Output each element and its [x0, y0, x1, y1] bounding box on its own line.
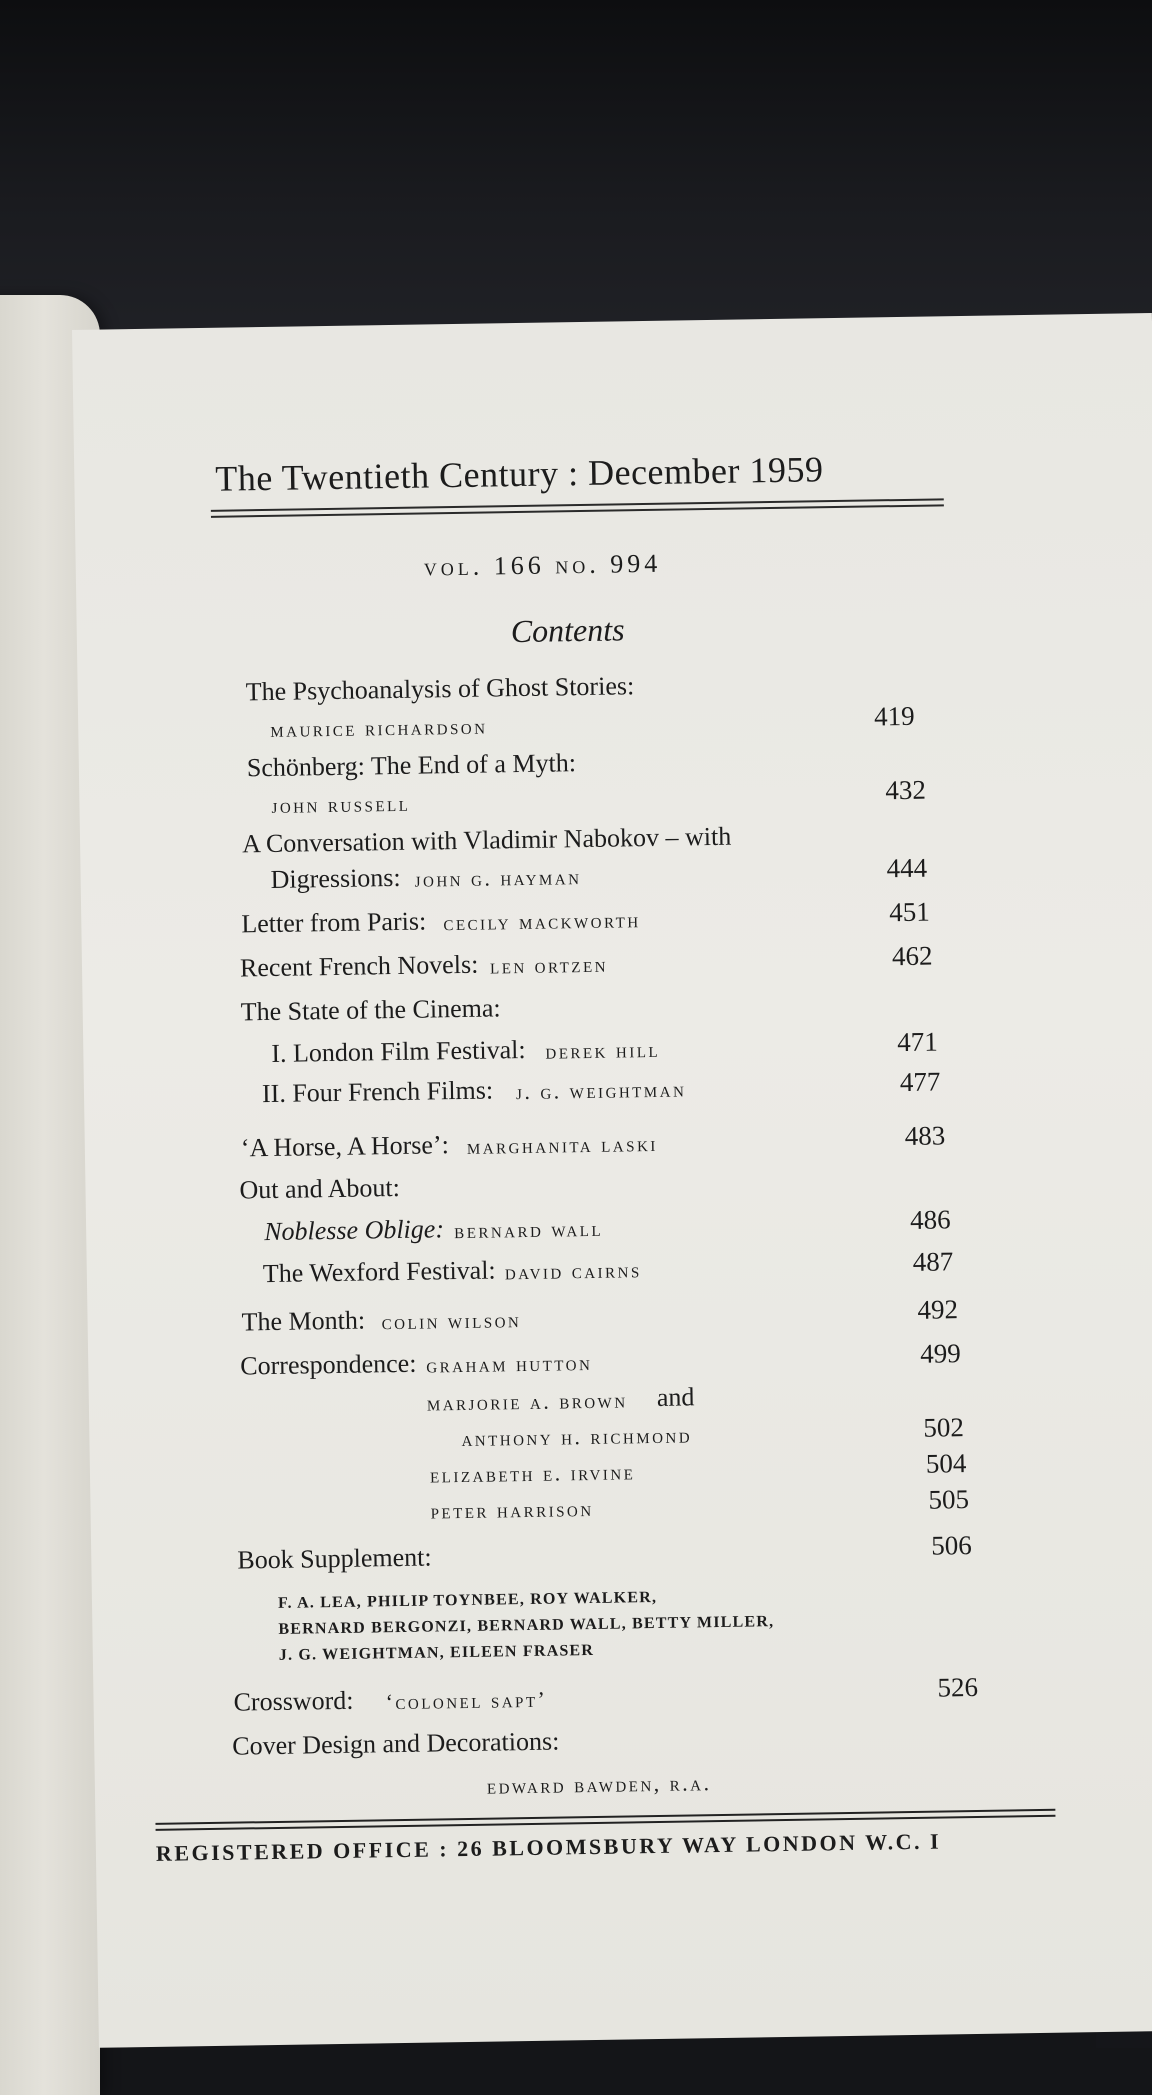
entry-page: 504	[925, 1448, 967, 1479]
entry-page: 502	[923, 1412, 965, 1443]
entry-page: 526	[937, 1671, 979, 1703]
entry-page: 492	[917, 1294, 959, 1325]
entry-author: maurice richardson	[270, 713, 488, 742]
entry-page: 471	[897, 1026, 939, 1058]
entry-author: cecily mackworth	[443, 907, 641, 936]
entry-title: Letter from Paris:	[241, 906, 427, 939]
entry-page: 432	[885, 774, 927, 806]
contents-page	[72, 313, 1152, 2048]
entry-author: john g. hayman	[414, 864, 582, 892]
entry-page: 477	[899, 1066, 941, 1098]
entry-author: graham hutton	[426, 1349, 593, 1378]
entry-author: edward bawden, r.a.	[486, 1770, 712, 1799]
entry-page: 505	[928, 1484, 970, 1515]
entry-title: Noblesse Oblige:	[263, 1214, 445, 1247]
section-heading: The State of the Cinema:	[240, 993, 501, 1027]
entry-title: The Psychoanalysis of Ghost Stories:	[245, 671, 635, 707]
entry-title: Correspondence:	[240, 1348, 417, 1381]
entry-title: The Wexford Festival:	[262, 1255, 496, 1289]
entry-author: bernard wall	[453, 1215, 604, 1244]
entry-page: 487	[912, 1246, 954, 1277]
entry-author: elizabeth e. irvine	[429, 1459, 636, 1488]
entry-page: 444	[886, 852, 928, 884]
entry-title: Crossword:	[233, 1685, 354, 1717]
entry-title-continued: Digressions:	[270, 862, 401, 894]
reviewer-line: F. A. LEA, PHILIP TOYNBEE, ROY WALKER,	[277, 1588, 658, 1612]
entry-title: Recent French Novels:	[239, 949, 479, 983]
entry-author: colin wilson	[381, 1307, 522, 1335]
masthead-rule-bottom	[211, 504, 944, 518]
entry-page: 486	[909, 1204, 951, 1235]
dark-background	[0, 0, 1152, 340]
entry-page: 483	[904, 1120, 946, 1152]
reviewer-line: BERNARD BERGONZI, BERNARD WALL, BETTY MILLER,	[278, 1613, 775, 1638]
entry-author: david cairns	[504, 1257, 642, 1285]
entry-author: anthony h. richmond	[461, 1422, 693, 1452]
section-heading: Out and About:	[239, 1172, 401, 1205]
reviewer-line: J. G. WEIGHTMAN, EILEEN FRASER	[278, 1641, 595, 1664]
entry-title: A Conversation with Vladimir Nabokov – with	[241, 821, 732, 859]
entry-title: Schönberg: The End of a Myth:	[246, 748, 577, 783]
entry-author: marjorie a. brown	[426, 1387, 628, 1416]
entry-title: Book Supplement:	[237, 1542, 432, 1575]
entry-title: The Month:	[241, 1305, 366, 1337]
entry-author: ‘colonel sapt’	[385, 1686, 548, 1715]
entry-author: j. g. weightman	[515, 1076, 687, 1105]
registered-office-footer: REGISTERED OFFICE : 26 BLOOMSBURY WAY LONDON W.C. I	[155, 1828, 942, 1866]
entry-page: 451	[889, 896, 930, 928]
entry-author: derek hill	[545, 1036, 661, 1064]
entry-title: I. London Film Festival:	[271, 1034, 526, 1068]
masthead-title: The Twentieth Century : December 1959	[215, 449, 824, 499]
contents-heading: Contents	[510, 611, 625, 650]
entry-author: john russell	[271, 790, 411, 818]
entry-joiner: and	[656, 1382, 695, 1412]
entry-page: 499	[919, 1338, 961, 1369]
volume-number: vol. 166 no. 994	[423, 548, 662, 582]
entry-title: Cover Design and Decorations:	[232, 1726, 560, 1761]
entry-title: ‘A Horse, A Horse’:	[240, 1130, 450, 1163]
entry-page: 419	[873, 700, 915, 732]
entry-author: peter harrison	[430, 1495, 594, 1524]
entry-author: marghanita laski	[466, 1130, 659, 1159]
entry-author: len ortzen	[489, 951, 609, 979]
entry-page: 462	[891, 940, 933, 972]
entry-page: 506	[930, 1530, 972, 1561]
entry-title: II. Four French Films:	[261, 1075, 494, 1109]
